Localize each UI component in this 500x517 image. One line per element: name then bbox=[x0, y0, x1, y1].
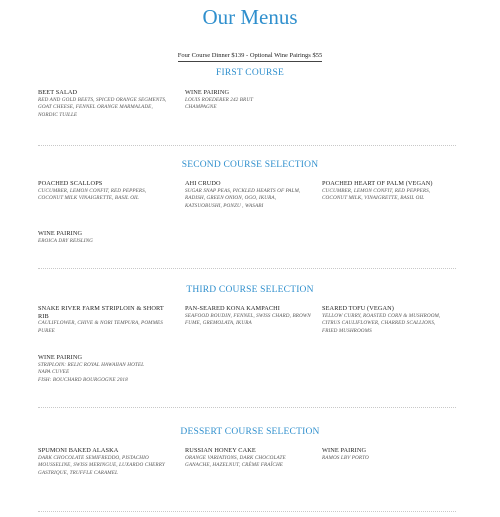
item-name: SEARED TOFU (VEGAN) bbox=[322, 305, 394, 312]
section-title: THIRD COURSE SELECTION bbox=[186, 285, 314, 295]
item-name: POACHED SCALLOPS bbox=[38, 180, 103, 187]
item-description: LOUIS ROEDERER 242 BRUT CHAMPAGNE bbox=[185, 96, 254, 111]
course-section-third bbox=[0, 285, 500, 295]
menu-item-wine-pairing bbox=[185, 89, 285, 112]
menu-item bbox=[38, 89, 168, 120]
menu-item bbox=[38, 180, 166, 203]
item-description: SUGAR SNAP PEAS, PICKLED HEARTS OF PALM, RADISH, GREEN ONION, OGO, IKURA, KATSUOBUSHI, PONZU , WASABI bbox=[185, 187, 301, 210]
item-name: SPUMONI BAKED ALASKA bbox=[38, 447, 119, 454]
pricing-subtitle: Four Course Dinner $139 - Optional Wine Pairings $55 bbox=[178, 52, 322, 62]
subtitle-wrap bbox=[0, 44, 500, 62]
menu-item bbox=[185, 447, 313, 470]
item-name: PAN-SEARED KONA KAMPACHI bbox=[185, 305, 281, 312]
item-name: WINE PAIRING bbox=[185, 89, 230, 96]
item-description: EROICA DRY REISLING bbox=[38, 237, 94, 244]
section-title: FIRST COURSE bbox=[216, 68, 284, 78]
item-description: DARK CHOCOLATE SEMIFREDDO, PISTACHIO MOUSSELINE, SWISS MERINGUE, LUXARDO CHERRY GASTRIQUE, TRUFFLE CARAMEL bbox=[38, 454, 165, 477]
item-description: ORANGE VARIATIONS, DARK CHOCOLATE GANACHE, HAZELNUT, CRÈME FRAÎCHE bbox=[185, 454, 286, 469]
item-name: BEET SALAD bbox=[38, 89, 78, 96]
menu-item bbox=[322, 305, 452, 336]
course-section-dessert bbox=[0, 427, 500, 437]
item-description: RED AND GOLD BEETS, SPICED ORANGE SEGMENTS, GOAT CHEESE, FENNEL ORANGE MARMALADE, NORDIC TUILLE bbox=[38, 96, 167, 119]
menu-item bbox=[185, 180, 313, 211]
menu-item bbox=[38, 447, 166, 478]
menu-item bbox=[38, 305, 168, 336]
item-description: CUCUMBER, LEMON CONFIT, RED PEPPERS, COCONUT MILK, VINAIGRETTE, BASIL OIL bbox=[322, 187, 431, 202]
item-description: CAULIFLOWER, CHIVE & NORI TEMPURA, POMMES PUREE bbox=[38, 320, 163, 334]
section-divider bbox=[38, 511, 456, 512]
item-description: SEAFOOD BOUDIN, FENNEL, SWISS CHARD, BROWN FUME, GREMOLATA, IKURA bbox=[185, 312, 311, 327]
item-name: AHI CRUDO bbox=[185, 180, 221, 187]
page-title: Our Menus bbox=[202, 5, 298, 29]
course-section-first bbox=[0, 68, 500, 78]
item-description: CUCUMBER, LEMON CONFIT, RED PEPPERS, COCONUT MILK VINAIGRETTE, BASIL OIL bbox=[38, 187, 147, 202]
menu-item bbox=[322, 180, 450, 203]
item-description: STRIPLOIN: RELIC ROYAL HAWAIIAN HOTEL NAPA CUVEE bbox=[38, 361, 145, 376]
item-name: WINE PAIRING bbox=[38, 230, 83, 237]
menu-item-wine-pairing bbox=[322, 447, 450, 462]
item-name: POACHED HEART OF PALM (VEGAN) bbox=[322, 180, 433, 187]
item-description: YELLOW CURRY, ROASTED CORN & MUSHROOM, CITRUS CAULIFLOWER, CHARRED SCALLIONS, FRIED MUSHROOMS bbox=[322, 312, 441, 335]
item-name: WINE PAIRING bbox=[38, 354, 83, 361]
item-description-secondary: FISH: BOUCHARD BOURGOGNE 2018 bbox=[38, 377, 128, 384]
menu-item-wine-pairing bbox=[38, 354, 158, 385]
item-name: RUSSIAN HONEY CAKE bbox=[185, 447, 256, 454]
item-name: SNAKE RIVER FARM STRIPLOIN & SHORT RIB bbox=[38, 305, 164, 320]
section-divider bbox=[38, 407, 456, 408]
section-title: DESSERT COURSE SELECTION bbox=[180, 427, 320, 437]
menu-item-wine-pairing bbox=[38, 230, 166, 245]
section-title: SECOND COURSE SELECTION bbox=[181, 160, 319, 170]
item-description: RAMOS LBV PORTO bbox=[322, 454, 369, 461]
section-divider bbox=[38, 145, 456, 146]
item-name: WINE PAIRING bbox=[322, 447, 367, 454]
course-section-second bbox=[0, 160, 500, 170]
section-divider bbox=[38, 268, 456, 269]
menu-item bbox=[185, 305, 313, 328]
